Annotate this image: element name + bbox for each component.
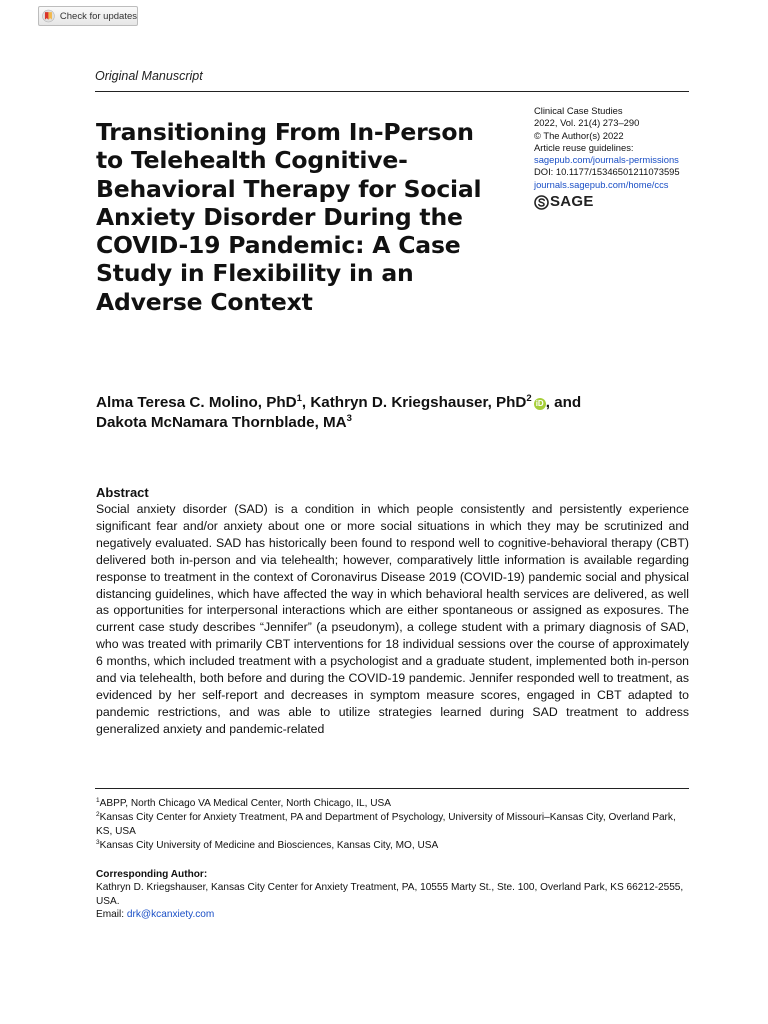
author-name: Dakota McNamara Thornblade, MA (96, 414, 347, 431)
article-type: Original Manuscript (95, 69, 203, 83)
article-title: Transitioning From In-Person to Telehealth Cognitive-Behavioral Therapy for Social Anxiety Disorder During the COVID-19 Pandemic: A Case Study in Flexibility in an Adverse Context (96, 118, 482, 316)
corresponding-author-address: Kathryn D. Kriegshauser, Kansas City Center for Anxiety Treatment, PA, 10555 Marty St., Ste. 100, Overland Park, KS 66212-2555, USA. (96, 882, 684, 907)
crossmark-icon (42, 9, 55, 23)
affiliation-text: Kansas City University of Medicine and Biosciences, Kansas City, MO, USA (99, 840, 439, 852)
affiliation-text: ABPP, North Chicago VA Medical Center, North Chicago, IL, USA (99, 798, 391, 809)
sage-logo (534, 193, 694, 211)
reuse-guidelines-label: Article reuse guidelines: (534, 141, 634, 153)
journal-volume: 2022, Vol. 21(4) 273–290 (534, 117, 640, 129)
email-label: Email: (96, 909, 125, 921)
author-name: Kathryn D. Kriegshauser, PhD (310, 394, 527, 411)
journal-info (534, 105, 694, 211)
affiliation-item (96, 797, 690, 810)
check-for-updates-button[interactable] (38, 6, 138, 26)
abstract-body: Social anxiety disorder (SAD) is a condition in which people consistently and persistently experience significant fear and/or anxiety about one or more social situations in which they may be scrutinized and negatively evaluated. SAD has historically been found to respond well to cognitive-behavioral therapy (CBT) delivered both in-person and via telehealth; however, comparatively little information is available regarding response to treatment in the context of Coronavirus Disease 2019 (COVID-19) pandemic social and physical distancing guidelines, which have affected the way in which behavioral health services are delivered, as well as opportunities for interpersonal interactions which are either spontaneous or assigned as exposures. The current case study describes “Jennifer” (a pseudonym), a college student with a primary diagnosis of SAD, who was treated with primarily CBT interventions for 18 individual sessions over the course of approximately 6 months, which included treatment with a psychologist and a graduate student, implemented both in-person and via telehealth, both before and during the COVID-19 pandemic. Jennifer responded well to treatment, as evidenced by her self-report and decreases in symptom measure scores, engaged in CBT adapted to pandemic restrictions, and was able to utilize strategies learned during SAD treatment to address generalized anxiety and pandemic-related (96, 502, 689, 736)
permissions-link[interactable]: sagepub.com/journals-permissions (534, 154, 679, 166)
corresponding-author-heading: Corresponding Author: (96, 869, 208, 880)
corresponding-author-email-line (96, 908, 690, 921)
affiliation-item (96, 811, 690, 838)
journal-homepage-link[interactable]: journals.sagepub.com/home/ccs (534, 178, 669, 190)
author-list: Alma Teresa C. Molino, PhD$^1$, Kathryn D. Kriegshauser, PhD$^2$ iD , and Dakota McNamara Thornblade, $MA^3$ (96, 393, 582, 431)
abstract-heading: Abstract (96, 485, 149, 500)
check-for-updates-label: Check for updates (59, 10, 137, 22)
affiliations (96, 797, 690, 854)
affiliation-marker: 2 (96, 811, 100, 819)
affiliation-item (96, 839, 690, 852)
header-divider (95, 91, 689, 92)
affiliation-text: Kansas City Center for Anxiety Treatment, PA and Department of Psychology, University of Missouri–Kansas City, Overland Park, KS, USA (96, 812, 676, 837)
corresponding-author (96, 868, 690, 922)
author-affiliation-marker: 2 (526, 393, 532, 404)
footnote-divider (95, 788, 689, 789)
author-affiliation-marker: 3 (346, 413, 352, 424)
copyright-notice: © The Author(s) 2022 (534, 129, 624, 141)
doi: DOI: 10.1177/15346501211073595 (534, 166, 680, 178)
affiliation-marker: 1 (96, 797, 100, 804)
author-affiliation-marker: 1 (296, 393, 302, 404)
publisher-name: SAGE (550, 192, 594, 210)
affiliation-marker: 3 (96, 839, 100, 847)
sage-emblem-icon (534, 195, 549, 210)
author-name: Alma Teresa C. Molino, PhD (96, 394, 297, 411)
email-link[interactable]: drk@kcanxiety.com (126, 909, 215, 921)
author-list-conjunction: , and (545, 394, 582, 411)
journal-name: Clinical Case Studies (534, 105, 623, 116)
orcid-icon[interactable]: iD (535, 399, 544, 408)
